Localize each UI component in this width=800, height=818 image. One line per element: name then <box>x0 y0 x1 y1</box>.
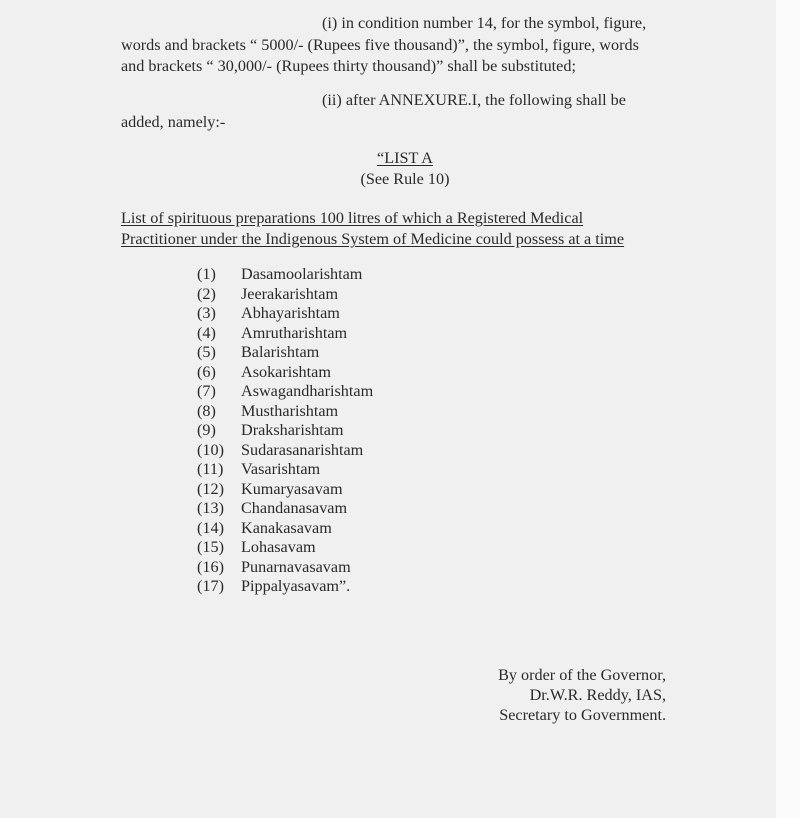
list-item-number: (10) <box>197 440 224 459</box>
list-item <box>197 363 373 383</box>
list-item-number: (14) <box>197 518 224 537</box>
list-item-name: Sudarasanarishtam <box>241 440 364 459</box>
list-item-number: (7) <box>197 382 216 400</box>
list-item-name: Vasarishtam <box>241 460 321 478</box>
list-item-number: (2) <box>197 284 216 303</box>
list-item <box>197 382 373 402</box>
list-item <box>197 304 373 324</box>
list-item-number: (4) <box>197 323 216 342</box>
list-item-number: (16) <box>197 557 224 576</box>
list-item-number: (15) <box>197 538 224 556</box>
list-item-name: Pippalyasavam”. <box>241 577 351 595</box>
list-item-name: Punarnavasavam <box>241 557 351 576</box>
list-item <box>197 577 373 597</box>
list-item-name: Asokarishtam <box>241 362 331 381</box>
list-item-name: Kumaryasavam <box>241 479 343 498</box>
list-title: “LIST A <box>377 149 433 167</box>
amendment-i-line-1: (i) in condition number 14, for the symbol, figure, <box>322 14 647 32</box>
page-margin-strip <box>776 0 800 818</box>
amendment-i-line-2: words and brackets “ 5000/- (Rupees five thousand)”, the symbol, figure, words <box>121 36 639 54</box>
amendment-i-line-3: and brackets “ 30,000/- (Rupees thirty thousand)” shall be substituted; <box>121 57 576 75</box>
list-item-number: (13) <box>197 499 224 517</box>
list-item <box>197 558 373 578</box>
list-item-number: (11) <box>197 460 224 478</box>
list-item <box>197 421 373 441</box>
list-item <box>197 402 373 422</box>
list-item-number: (9) <box>197 421 216 439</box>
list-item-name: Lohasavam <box>241 538 316 556</box>
list-subtitle: (See Rule 10) <box>360 170 450 188</box>
list-item <box>197 343 373 363</box>
list-item <box>197 538 373 558</box>
signature-block <box>498 665 666 725</box>
list-item <box>197 460 373 480</box>
list-item <box>197 324 373 344</box>
list-item-name: Abhayarishtam <box>241 304 340 322</box>
list-item <box>197 519 373 539</box>
signature-designation: Secretary to Government. <box>499 706 666 724</box>
preparations-list <box>197 265 373 597</box>
list-item-name: Jeerakarishtam <box>241 284 339 303</box>
list-item-name: Amrutharishtam <box>241 323 348 342</box>
list-item-number: (6) <box>197 362 216 381</box>
list-item-name: Aswagandharishtam <box>241 382 374 400</box>
amendment-ii-line-1: (ii) after ANNEXURE.I, the following shall be <box>322 91 626 109</box>
list-description-line-1: List of spirituous preparations 100 litres of which a Registered Medical <box>121 209 584 227</box>
list-item-name: Mustharishtam <box>241 401 339 420</box>
amendment-ii-line-2: added, namely:- <box>121 113 226 131</box>
list-item <box>197 265 373 285</box>
list-item <box>197 499 373 519</box>
signature-authority: By order of the Governor, <box>498 666 666 684</box>
list-item-number: (5) <box>197 343 216 361</box>
list-item-number: (8) <box>197 401 216 420</box>
list-item-number: (17) <box>197 577 224 595</box>
signature-name: Dr.W.R. Reddy, IAS, <box>529 686 666 704</box>
list-item-name: Chandanasavam <box>241 499 348 517</box>
list-item-name: Balarishtam <box>241 343 320 361</box>
list-item <box>197 480 373 500</box>
list-item-name: Kanakasavam <box>241 518 332 537</box>
list-item-name: Dasamoolarishtam <box>241 265 363 283</box>
list-item-number: (12) <box>197 479 224 498</box>
list-item-number: (3) <box>197 304 216 322</box>
list-item <box>197 441 373 461</box>
list-item <box>197 285 373 305</box>
list-item-name: Draksharishtam <box>241 421 344 439</box>
list-item-number: (1) <box>197 265 216 283</box>
list-description-line-2: Practitioner under the Indigenous System of Medicine could possess at a time <box>121 230 625 248</box>
